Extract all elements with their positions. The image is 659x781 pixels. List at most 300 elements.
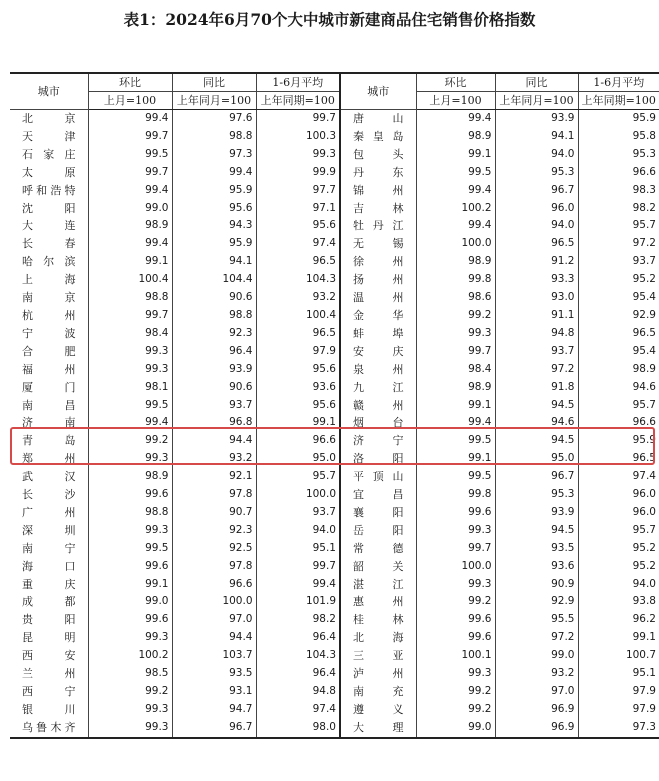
right-avg-cell: 98.3: [578, 182, 659, 200]
right-city-cell: 岳阳: [340, 522, 416, 540]
right-mom-cell: 99.7: [416, 540, 495, 558]
left-mom-cell: 99.7: [88, 307, 172, 325]
table-row: [10, 128, 659, 146]
right-city-cell: 洛阳: [340, 450, 416, 468]
right-avg-cell: 93.8: [578, 593, 659, 611]
table-body: [10, 110, 659, 738]
left-avg-cell: 96.5: [256, 253, 340, 271]
right-mom-cell: 99.1: [416, 146, 495, 164]
right-avg-cell: 96.6: [578, 414, 659, 432]
left-avg-cell: 104.3: [256, 271, 340, 289]
table-title: 表1：2024年6月70个大中城市新建商品住宅销售价格指数: [123, 10, 536, 29]
right-city-cell: 金华: [340, 307, 416, 325]
left-mom-cell: 99.6: [88, 611, 172, 629]
left-yoy-cell: 96.4: [172, 343, 256, 361]
left-mom-cell: 99.2: [88, 432, 172, 450]
left-mom-cell: 98.4: [88, 325, 172, 343]
left-mom-cell: 99.4: [88, 235, 172, 253]
left-city-cell: 银川: [22, 702, 76, 716]
right-mom-cell: 100.0: [416, 558, 495, 576]
right-mom-cell: 99.8: [416, 271, 495, 289]
table-row: [10, 576, 659, 594]
right-city-cell: 常德: [340, 540, 416, 558]
left-yoy-cell: 95.6: [172, 200, 256, 218]
table-row: [10, 719, 659, 738]
left-avg-cell: 95.6: [256, 361, 340, 379]
left-avg-cell: 97.4: [256, 235, 340, 253]
left-avg-cell: 98.0: [256, 719, 340, 738]
table-row: [10, 414, 659, 432]
left-mom-cell: 99.5: [88, 540, 172, 558]
table-row: [10, 200, 659, 218]
left-mom-cell: 99.2: [88, 683, 172, 701]
left-avg-cell: 96.5: [256, 325, 340, 343]
left-mom-cell: 100.2: [88, 647, 172, 665]
right-city-cell: 扬州: [340, 271, 416, 289]
left-yoy-cell: 94.7: [172, 701, 256, 719]
left-avg-cell: 95.0: [256, 450, 340, 468]
left-city-cell: 呼和浩特: [22, 183, 76, 197]
left-mom-cell: 99.3: [88, 701, 172, 719]
table-row: [10, 110, 659, 128]
right-mom-cell: 99.4: [416, 182, 495, 200]
left-yoy-cell: 104.4: [172, 271, 256, 289]
left-yoy-cell: 98.8: [172, 307, 256, 325]
right-yoy-cell: 95.3: [495, 164, 578, 182]
right-mom-cell: 99.2: [416, 307, 495, 325]
left-mom-cell: 99.3: [88, 522, 172, 540]
right-city-cell: 徐州: [340, 253, 416, 271]
left-yoy-cell: 90.6: [172, 379, 256, 397]
right-mom-cell: 99.7: [416, 343, 495, 361]
right-avg-cell: 96.6: [578, 164, 659, 182]
left-yoy-cell: 98.8: [172, 128, 256, 146]
right-city-cell: 温州: [340, 289, 416, 307]
left-yoy-cell: 93.2: [172, 450, 256, 468]
left-avg-cell: 97.1: [256, 200, 340, 218]
header-city-right: 城市: [340, 73, 416, 110]
left-mom-cell: 99.1: [88, 253, 172, 271]
table-row: [10, 611, 659, 629]
header-mom-left: 环比: [88, 73, 172, 92]
right-yoy-cell: 97.0: [495, 683, 578, 701]
left-city-cell: 济南: [22, 416, 76, 430]
left-city-cell: 长春: [22, 237, 76, 251]
right-yoy-cell: 96.7: [495, 182, 578, 200]
right-mom-cell: 100.1: [416, 647, 495, 665]
table-row: [10, 164, 659, 182]
right-city-cell: 丹东: [340, 164, 416, 182]
left-city-cell: 哈尔滨: [22, 255, 76, 269]
right-avg-cell: 98.9: [578, 361, 659, 379]
left-avg-cell: 94.0: [256, 522, 340, 540]
left-yoy-cell: 93.7: [172, 397, 256, 415]
right-avg-cell: 95.8: [578, 128, 659, 146]
right-mom-cell: 98.9: [416, 128, 495, 146]
right-city-cell: 吉林: [340, 200, 416, 218]
table-row: [10, 343, 659, 361]
left-city-cell: 乌鲁木齐: [10, 719, 88, 738]
right-avg-cell: 95.9: [578, 110, 659, 128]
left-avg-cell: 100.0: [256, 486, 340, 504]
left-mom-cell: 99.3: [88, 719, 172, 738]
left-yoy-cell: 96.8: [172, 414, 256, 432]
left-yoy-cell: 96.6: [172, 576, 256, 594]
right-mom-cell: 100.2: [416, 200, 495, 218]
right-yoy-cell: 95.3: [495, 486, 578, 504]
right-city-cell: 北海: [340, 629, 416, 647]
right-yoy-cell: 97.2: [495, 629, 578, 647]
left-yoy-cell: 92.3: [172, 325, 256, 343]
right-yoy-cell: 93.2: [495, 665, 578, 683]
right-mom-cell: 99.0: [416, 719, 495, 738]
table-row: [10, 558, 659, 576]
left-mom-cell: 98.8: [88, 289, 172, 307]
right-city-cell: 无锡: [340, 235, 416, 253]
left-city-cell: 合肥: [22, 344, 76, 358]
header-avg-sub-right: 上年同期=100: [578, 92, 659, 110]
left-city-cell: 深圳: [22, 523, 76, 537]
left-yoy-cell: 95.9: [172, 235, 256, 253]
left-mom-cell: 100.4: [88, 271, 172, 289]
left-city-cell: 长沙: [22, 488, 76, 502]
right-yoy-cell: 96.9: [495, 719, 578, 738]
table-row: [10, 593, 659, 611]
right-mom-cell: 98.9: [416, 253, 495, 271]
right-mom-cell: 99.2: [416, 683, 495, 701]
table-row: [10, 701, 659, 719]
right-avg-cell: 95.7: [578, 522, 659, 540]
header-yoy-sub-left: 上年同月=100: [172, 92, 256, 110]
right-mom-cell: 99.3: [416, 522, 495, 540]
header-yoy-left: 同比: [172, 73, 256, 92]
left-avg-cell: 97.7: [256, 182, 340, 200]
left-yoy-cell: 90.6: [172, 289, 256, 307]
right-yoy-cell: 94.0: [495, 217, 578, 235]
left-avg-cell: 99.3: [256, 146, 340, 164]
left-mom-cell: 99.3: [88, 361, 172, 379]
header-city-left: 城市: [10, 73, 88, 110]
right-city-cell: 襄阳: [340, 504, 416, 522]
right-avg-cell: 95.1: [578, 665, 659, 683]
left-avg-cell: 99.1: [256, 414, 340, 432]
right-avg-cell: 95.4: [578, 289, 659, 307]
header-mom-sub-left: 上月=100: [88, 92, 172, 110]
left-yoy-cell: 97.6: [172, 110, 256, 128]
right-yoy-cell: 96.9: [495, 701, 578, 719]
table-row: [10, 271, 659, 289]
left-mom-cell: 98.5: [88, 665, 172, 683]
right-mom-cell: 99.6: [416, 629, 495, 647]
left-avg-cell: 97.9: [256, 343, 340, 361]
left-avg-cell: 95.7: [256, 468, 340, 486]
left-city-cell: 武汉: [22, 470, 76, 484]
left-city-cell: 杭州: [22, 308, 76, 322]
left-city-cell: 昆明: [22, 631, 76, 645]
right-avg-cell: 100.7: [578, 647, 659, 665]
left-yoy-cell: 93.5: [172, 665, 256, 683]
right-city-cell: 平顶山: [340, 468, 416, 486]
left-city-cell: 太原: [22, 165, 76, 179]
left-mom-cell: 99.5: [88, 397, 172, 415]
right-city-cell: 惠州: [340, 593, 416, 611]
table-row: [10, 307, 659, 325]
right-yoy-cell: 96.5: [495, 235, 578, 253]
left-mom-cell: 99.1: [88, 576, 172, 594]
right-city-cell: 蚌埠: [340, 325, 416, 343]
table-row: [10, 235, 659, 253]
right-yoy-cell: 96.0: [495, 200, 578, 218]
left-avg-cell: 97.4: [256, 701, 340, 719]
left-yoy-cell: 94.4: [172, 629, 256, 647]
left-mom-cell: 99.0: [88, 200, 172, 218]
table-row: [10, 432, 659, 450]
left-yoy-cell: 100.0: [172, 593, 256, 611]
right-mom-cell: 99.3: [416, 665, 495, 683]
right-city-cell: 牡丹江: [340, 217, 416, 235]
right-yoy-cell: 94.5: [495, 432, 578, 450]
left-avg-cell: 94.8: [256, 683, 340, 701]
right-mom-cell: 99.1: [416, 450, 495, 468]
right-yoy-cell: 95.0: [495, 450, 578, 468]
right-mom-cell: 98.9: [416, 379, 495, 397]
left-city-cell: 贵阳: [22, 613, 76, 627]
left-mom-cell: 99.0: [88, 593, 172, 611]
left-mom-cell: 98.1: [88, 379, 172, 397]
left-yoy-cell: 96.7: [172, 719, 256, 738]
right-avg-cell: 98.2: [578, 200, 659, 218]
left-avg-cell: 96.4: [256, 665, 340, 683]
right-avg-cell: 93.7: [578, 253, 659, 271]
right-yoy-cell: 94.1: [495, 128, 578, 146]
left-yoy-cell: 99.4: [172, 164, 256, 182]
right-avg-cell: 92.9: [578, 307, 659, 325]
right-city-cell: 烟台: [340, 414, 416, 432]
right-yoy-cell: 91.1: [495, 307, 578, 325]
right-avg-cell: 99.1: [578, 629, 659, 647]
left-avg-cell: 93.6: [256, 379, 340, 397]
left-mom-cell: 99.3: [88, 629, 172, 647]
right-yoy-cell: 97.2: [495, 361, 578, 379]
right-mom-cell: 99.4: [416, 110, 495, 128]
right-yoy-cell: 96.7: [495, 468, 578, 486]
left-avg-cell: 99.4: [256, 576, 340, 594]
left-mom-cell: 99.6: [88, 558, 172, 576]
table-row: [10, 397, 659, 415]
left-mom-cell: 99.3: [88, 343, 172, 361]
right-city-cell: 泸州: [340, 665, 416, 683]
right-mom-cell: 100.0: [416, 235, 495, 253]
left-city-cell: 郑州: [22, 452, 76, 466]
left-city-cell: 广州: [22, 505, 76, 519]
left-mom-cell: 99.5: [88, 146, 172, 164]
left-avg-cell: 99.9: [256, 164, 340, 182]
left-mom-cell: 99.3: [88, 450, 172, 468]
right-yoy-cell: 94.5: [495, 397, 578, 415]
right-mom-cell: 99.2: [416, 593, 495, 611]
left-yoy-cell: 97.8: [172, 558, 256, 576]
right-avg-cell: 97.3: [578, 719, 659, 738]
left-yoy-cell: 90.7: [172, 504, 256, 522]
left-avg-cell: 95.1: [256, 540, 340, 558]
left-city-cell: 大连: [22, 219, 76, 233]
header-avg-right: 1-6月平均: [578, 73, 659, 92]
right-avg-cell: 96.5: [578, 450, 659, 468]
left-avg-cell: 98.2: [256, 611, 340, 629]
left-city-cell: 兰州: [22, 667, 76, 681]
header-mom-sub-right: 上月=100: [416, 92, 495, 110]
left-city-cell: 海口: [22, 559, 76, 573]
right-yoy-cell: 92.9: [495, 593, 578, 611]
right-avg-cell: 96.0: [578, 504, 659, 522]
right-yoy-cell: 93.7: [495, 343, 578, 361]
table-row: [10, 379, 659, 397]
left-avg-cell: 99.7: [256, 110, 340, 128]
left-city-cell: 厦门: [22, 380, 76, 394]
right-mom-cell: 99.3: [416, 325, 495, 343]
left-city-cell: 南京: [22, 291, 76, 305]
left-avg-cell: 95.6: [256, 217, 340, 235]
left-mom-cell: 98.9: [88, 217, 172, 235]
right-yoy-cell: 93.3: [495, 271, 578, 289]
table-row: [10, 146, 659, 164]
left-mom-cell: 99.4: [88, 182, 172, 200]
right-avg-cell: 95.2: [578, 558, 659, 576]
left-yoy-cell: 94.3: [172, 217, 256, 235]
right-avg-cell: 97.2: [578, 235, 659, 253]
left-city-cell: 西安: [22, 649, 76, 663]
right-avg-cell: 94.6: [578, 379, 659, 397]
left-mom-cell: 99.7: [88, 128, 172, 146]
header-mom-right: 环比: [416, 73, 495, 92]
left-yoy-cell: 97.3: [172, 146, 256, 164]
left-yoy-cell: 94.1: [172, 253, 256, 271]
right-mom-cell: 99.2: [416, 701, 495, 719]
header-yoy-sub-right: 上年同月=100: [495, 92, 578, 110]
right-yoy-cell: 93.0: [495, 289, 578, 307]
left-yoy-cell: 92.3: [172, 522, 256, 540]
right-mom-cell: 98.4: [416, 361, 495, 379]
table-row: [10, 522, 659, 540]
right-city-cell: 南充: [340, 683, 416, 701]
price-index-table-wrap: [10, 72, 659, 739]
right-mom-cell: 99.5: [416, 164, 495, 182]
right-yoy-cell: 93.5: [495, 540, 578, 558]
right-city-cell: 济宁: [340, 432, 416, 450]
table-row: [10, 450, 659, 468]
right-city-cell: 九江: [340, 379, 416, 397]
right-yoy-cell: 95.5: [495, 611, 578, 629]
right-mom-cell: 99.4: [416, 414, 495, 432]
table-row: [10, 325, 659, 343]
right-avg-cell: 97.9: [578, 701, 659, 719]
left-mom-cell: 99.4: [88, 110, 172, 128]
right-avg-cell: 95.2: [578, 540, 659, 558]
left-avg-cell: 96.4: [256, 629, 340, 647]
table-row: [10, 540, 659, 558]
left-city-cell: 天津: [22, 129, 76, 143]
right-city-cell: 安庆: [340, 343, 416, 361]
right-mom-cell: 99.8: [416, 486, 495, 504]
left-avg-cell: 93.2: [256, 289, 340, 307]
right-yoy-cell: 93.6: [495, 558, 578, 576]
right-city-cell: 锦州: [340, 182, 416, 200]
right-yoy-cell: 94.5: [495, 522, 578, 540]
left-yoy-cell: 97.8: [172, 486, 256, 504]
table-row: [10, 504, 659, 522]
right-city-cell: 三亚: [340, 647, 416, 665]
header-yoy-right: 同比: [495, 73, 578, 92]
left-avg-cell: 99.7: [256, 558, 340, 576]
right-yoy-cell: 99.0: [495, 647, 578, 665]
right-avg-cell: 96.0: [578, 486, 659, 504]
left-avg-cell: 100.3: [256, 128, 340, 146]
left-yoy-cell: 95.9: [172, 182, 256, 200]
right-city-cell: 大理: [340, 719, 416, 738]
right-city-cell: 韶关: [340, 558, 416, 576]
right-yoy-cell: 90.9: [495, 576, 578, 594]
left-city-cell: 重庆: [22, 577, 76, 591]
right-city-cell: 唐山: [340, 110, 416, 128]
right-city-cell: 遵义: [340, 701, 416, 719]
right-yoy-cell: 93.9: [495, 504, 578, 522]
left-city-cell: 西宁: [22, 685, 76, 698]
right-city-cell: 泉州: [340, 361, 416, 379]
right-avg-cell: 94.0: [578, 576, 659, 594]
right-avg-cell: 95.7: [578, 397, 659, 415]
left-yoy-cell: 94.4: [172, 432, 256, 450]
right-city-cell: 湛江: [340, 576, 416, 594]
table-row: [10, 665, 659, 683]
left-yoy-cell: 93.1: [172, 683, 256, 701]
table-row: [10, 647, 659, 665]
left-avg-cell: 96.6: [256, 432, 340, 450]
left-yoy-cell: 93.9: [172, 361, 256, 379]
right-avg-cell: 95.7: [578, 217, 659, 235]
left-mom-cell: 98.9: [88, 468, 172, 486]
right-mom-cell: 99.5: [416, 468, 495, 486]
right-yoy-cell: 91.2: [495, 253, 578, 271]
left-city-cell: 南宁: [22, 541, 76, 555]
right-avg-cell: 95.4: [578, 343, 659, 361]
right-mom-cell: 99.6: [416, 611, 495, 629]
left-city-cell: 福州: [22, 362, 76, 376]
table-row: [10, 253, 659, 271]
table-row: [10, 361, 659, 379]
header-avg-sub-left: 上年同期=100: [256, 92, 340, 110]
right-yoy-cell: 93.9: [495, 110, 578, 128]
right-yoy-cell: 94.8: [495, 325, 578, 343]
right-avg-cell: 95.3: [578, 146, 659, 164]
right-mom-cell: 99.5: [416, 432, 495, 450]
right-city-cell: 秦皇岛: [340, 128, 416, 146]
right-city-cell: 桂林: [340, 611, 416, 629]
right-avg-cell: 95.2: [578, 271, 659, 289]
left-avg-cell: 93.7: [256, 504, 340, 522]
right-avg-cell: 95.9: [578, 432, 659, 450]
left-city-cell: 南昌: [22, 398, 76, 412]
right-mom-cell: 99.6: [416, 504, 495, 522]
table-row: [10, 182, 659, 200]
left-mom-cell: 99.4: [88, 414, 172, 432]
price-index-table: [10, 72, 659, 739]
left-mom-cell: 99.7: [88, 164, 172, 182]
table-row: [10, 468, 659, 486]
left-city-cell: 上海: [22, 273, 76, 287]
table-row: [10, 486, 659, 504]
table-row: [10, 289, 659, 307]
left-city-cell: 成都: [22, 595, 76, 609]
